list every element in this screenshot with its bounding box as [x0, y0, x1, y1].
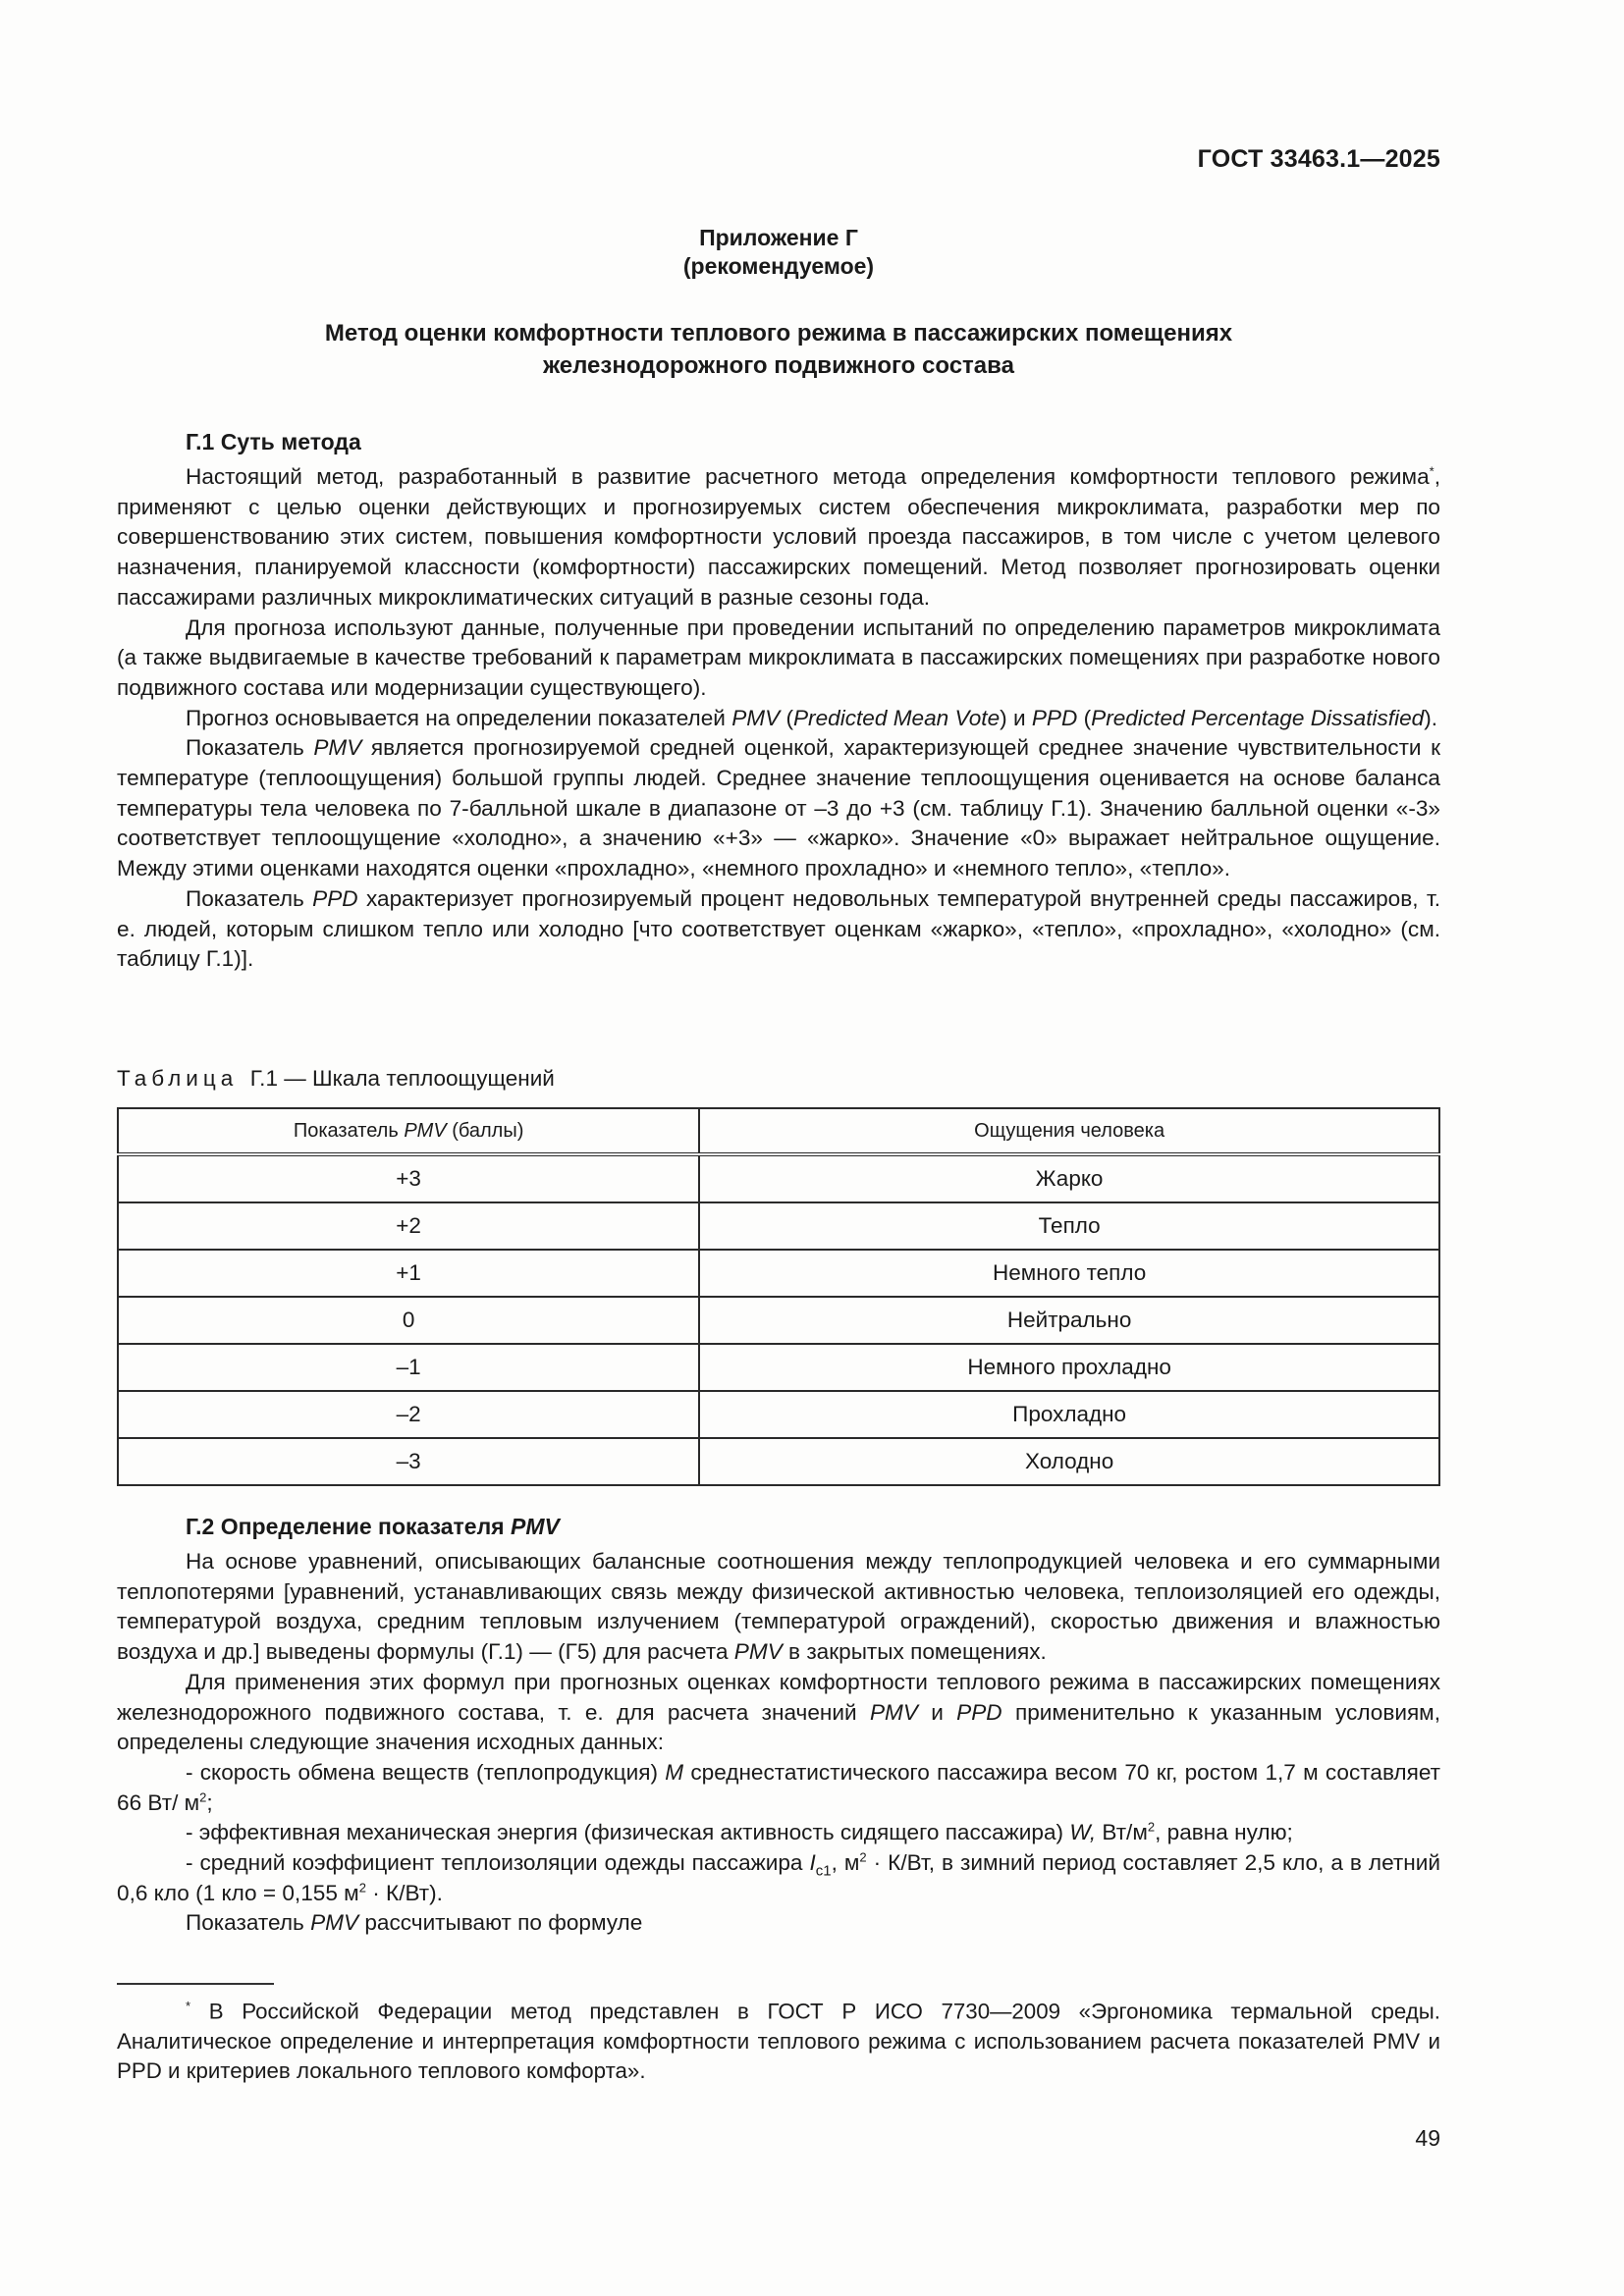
footnote-text	[117, 1992, 1440, 2087]
cell-score: +2	[118, 1202, 699, 1250]
text: характеризует прогнозируемый процент недовольных температурой внутренней среды пассажиров, т. е. людей, которым слишком тепло или холодно [что соответствует оценкам «жарко», «тепло», «прохладно», «холодно» (см. таблицу Г.1)].	[117, 885, 1440, 972]
text: Вт/м	[1096, 1820, 1148, 1845]
cell-feeling: Немного прохладно	[699, 1344, 1439, 1391]
text: применительно к указанным условиям, определены следующие значения исходных данных:	[117, 1699, 1440, 1755]
section-1-heading: Г.1 Суть метода	[186, 429, 361, 454]
cell-feeling: Холодно	[699, 1438, 1439, 1485]
term-pmv: PMV	[733, 1639, 783, 1665]
cell-score: +3	[118, 1154, 699, 1202]
text: ;	[206, 1789, 213, 1815]
text: Г.2 Определение показателя	[186, 1514, 511, 1539]
appendix-heading	[117, 224, 1440, 281]
text: является прогнозируемой средней оценкой, характеризующей среднее значение чувствительности к температуре (теплоощущения) большой группы людей. Среднее значение теплоощущения оценивается на основе баланса температуры тела человека по 7-балльной шкале в диапазоне от –3 до +3 (см. таблицу Г.1). Значению балльной оценки «-3» соответствует теплоощущение «холодно», а значению «+3» — «жарко». Значение «0» выражает нейтральное ощущение. Между этими оценками находятся оценки «прохладно», «немного прохладно» и «немного тепло», «тепло».	[117, 735, 1440, 881]
cell-feeling: Жарко	[699, 1154, 1439, 1202]
term-pmv: PMV	[313, 735, 362, 761]
table-row	[118, 1202, 1439, 1250]
column-header-score	[118, 1108, 699, 1154]
term-pmv: PMV	[731, 705, 781, 730]
appendix-status: (рекомендуемое)	[682, 253, 875, 279]
text: , применяют с целью оценки действующих и прогнозируемых систем обеспечения микроклимата, разработки мер по совершенствованию этих систем, повышения комфортности условий проезда пассажиров, в том числе с учетом целевого назначения, планируемой классности (комфортности) пассажирских помещений. Метод позволяет прогнозировать оценки пассажирами различных микроклиматических ситуаций в разные сезоны года.	[117, 464, 1440, 610]
appendix-title	[117, 317, 1440, 382]
footnote-mark: *	[186, 1999, 191, 2013]
section-2-heading	[186, 1514, 560, 1540]
term-pmv: PMV	[869, 1699, 918, 1725]
paragraph	[117, 1547, 1440, 1668]
text: Прогноз основывается на определении показателей	[186, 705, 732, 730]
paragraph	[117, 1668, 1440, 1758]
paragraph	[117, 704, 1440, 734]
text: ).	[1424, 705, 1438, 730]
term-ppd: PPD	[956, 1699, 1002, 1725]
footnote	[117, 1992, 1440, 2087]
paragraph	[117, 1908, 1440, 1939]
list-item	[117, 1848, 1440, 1908]
text: рассчитывают по формуле	[358, 1910, 643, 1936]
term-ppd: PPD	[312, 885, 358, 911]
text: (	[1077, 705, 1092, 730]
term-pmv: PMV	[510, 1514, 560, 1539]
caption-text: Г.1 — Шкала теплоощущений	[249, 1066, 555, 1091]
text: (	[780, 705, 793, 730]
cell-score: –1	[118, 1344, 699, 1391]
text: - средний коэффициент теплоизоляции одежды пассажира	[186, 1850, 810, 1876]
paragraph: Для прогноза используют данные, полученные при проведении испытаний по определению параметров микроклимата (а также выдвигаемые в качестве требований к параметрам микроклимата в пассажирских помещениях при разработке нового подвижного состава или модернизации существующего).	[117, 614, 1440, 700]
term-pmv-full: Predicted Mean Vote	[792, 705, 1001, 730]
cell-score: 0	[118, 1297, 699, 1344]
cell-feeling: Нейтрально	[699, 1297, 1439, 1344]
text: Для применения этих формул при прогнозных оценках комфортности теплового режима в пассажирских помещениях железнодорожного подвижного состава, т. е. для расчета значений	[117, 1669, 1440, 1725]
section-2-body	[117, 1547, 1440, 1939]
title-line-2: железнодорожного подвижного состава	[543, 352, 1014, 379]
title-line-1: Метод оценки комфортности теплового режима в пассажирских помещениях	[324, 320, 1233, 347]
table-row	[118, 1154, 1439, 1202]
paragraph	[117, 733, 1440, 884]
column-header-feeling: Ощущения человека	[699, 1108, 1439, 1154]
text: ) и	[1000, 705, 1032, 730]
standard-code: ГОСТ 33463.1—2025	[1197, 145, 1440, 173]
caption-word: Таблица	[117, 1066, 239, 1091]
text: Показатель	[293, 1119, 405, 1142]
text: , м	[831, 1850, 860, 1876]
text: (баллы)	[446, 1119, 524, 1142]
superscript: 2	[199, 1789, 207, 1805]
term-pmv: PMV	[310, 1910, 359, 1936]
symbol-m: M	[665, 1759, 684, 1785]
text: и	[917, 1699, 957, 1725]
text: Настоящий метод, разработанный в развитие расчетного метода определения комфортности теплового режима	[186, 464, 1430, 489]
cell-score: –3	[118, 1438, 699, 1485]
text: Показатель	[186, 1910, 311, 1936]
text: Показатель	[186, 885, 313, 911]
text: На основе уравнений, описывающих балансные соотношения между теплопродукцией человека и его суммарными теплопотерями [уравнений, устанавливающих связь между физической активностью человека, теплоизоляцией его одежды, температурой воздуха, средним тепловым излучением (температурой ограждений), скоростью движения и влажностью воздуха и др.] выведены формулы (Г.1) — (Г5) для расчета	[117, 1549, 1440, 1665]
cell-feeling: Прохладно	[699, 1391, 1439, 1438]
table-row	[118, 1344, 1439, 1391]
superscript: 2	[358, 1880, 366, 1896]
superscript: 2	[859, 1849, 867, 1865]
term-ppd: PPD	[1031, 705, 1078, 730]
table-row	[118, 1438, 1439, 1485]
text: Показатель	[186, 735, 314, 761]
list-item	[117, 1818, 1440, 1848]
footnote-ref: *	[1429, 463, 1435, 479]
symbol-i: I	[809, 1850, 816, 1876]
symbol-w: W,	[1069, 1820, 1097, 1845]
table-row	[118, 1250, 1439, 1297]
cell-feeling: Немного тепло	[699, 1250, 1439, 1297]
section-1-body	[117, 462, 1440, 975]
term-pmv: PMV	[404, 1119, 447, 1142]
list-item	[117, 1758, 1440, 1818]
table-row	[118, 1297, 1439, 1344]
table-caption	[117, 1066, 555, 1092]
subscript: c1	[815, 1862, 832, 1880]
text: , равна нулю;	[1155, 1820, 1293, 1845]
footnote-divider	[117, 1983, 274, 1985]
text: · К/Вт, в зимний период составляет 2,5 кло, а в летний 0,6 кло (1 кло = 0,155 м	[117, 1850, 1440, 1905]
thermal-sensation-table	[117, 1107, 1440, 1486]
text: в закрытых помещениях.	[782, 1639, 1047, 1665]
table-row	[118, 1391, 1439, 1438]
appendix-label: Приложение Г	[699, 225, 858, 250]
term-ppd-full: Predicted Percentage Dissatisfied	[1091, 705, 1425, 730]
paragraph	[117, 884, 1440, 975]
superscript: 2	[1147, 1819, 1156, 1835]
text: - эффективная механическая энергия (физическая активность сидящего пассажира)	[186, 1820, 1070, 1845]
text: - скорость обмена веществ (теплопродукция)	[186, 1759, 666, 1785]
cell-feeling: Тепло	[699, 1202, 1439, 1250]
page-number: 49	[1415, 2125, 1440, 2151]
cell-score: +1	[118, 1250, 699, 1297]
text: · К/Вт).	[365, 1880, 443, 1905]
paragraph	[117, 462, 1440, 614]
table-header-row	[118, 1108, 1439, 1154]
text: среднестатистического пассажира весом 70 кг, ростом 1,7 м составляет 66 Вт/ м	[117, 1759, 1441, 1815]
cell-score: –2	[118, 1391, 699, 1438]
text: В Российской Федерации метод представлен в ГОСТ Р ИСО 7730—2009 «Эргономика термальной среды. Аналитическое определение и интерпретация комфортности теплового режима с использованием расчета показателей PMV и PPD и критериев локального теплового комфорта».	[117, 1999, 1440, 2084]
